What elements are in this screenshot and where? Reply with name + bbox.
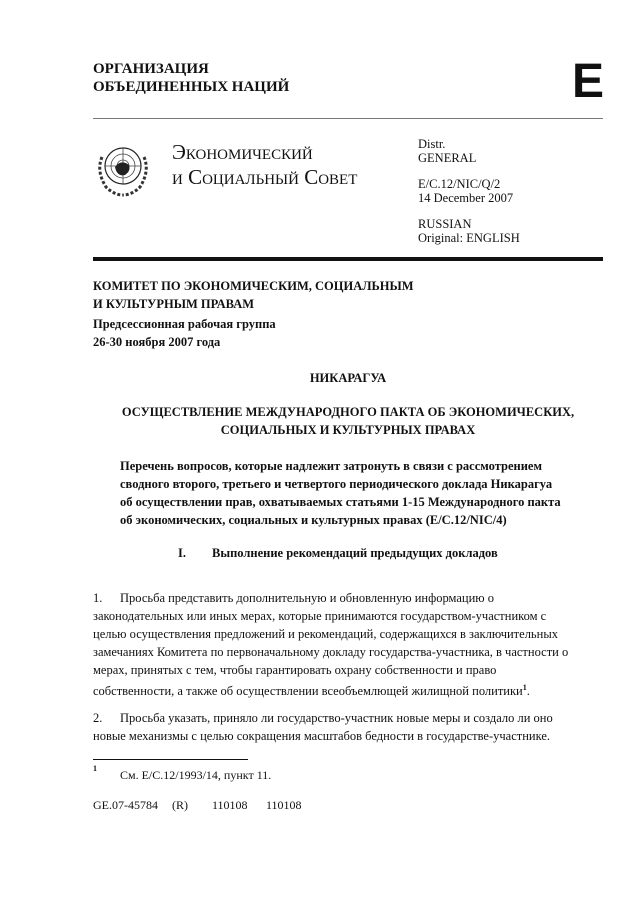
header-thick-rule <box>93 257 603 261</box>
paragraph-line: целью осуществления предложений и рекомендаций, содержащихся в заключительных <box>93 627 558 641</box>
section-number: I. <box>178 546 186 560</box>
original-language: Original: ENGLISH <box>418 231 520 245</box>
section-title: Выполнение рекомендаций предыдущих докладов <box>212 546 498 560</box>
document-symbol: E/C.12/NIC/Q/2 <box>418 177 501 191</box>
language-letter: E <box>572 55 605 108</box>
org-name-line2: ОБЪЕДИНЕННЫХ НАЦИЙ <box>93 79 290 95</box>
subtitle-line: сводного второго, третьего и четвертого периодического доклада Никарагуа <box>120 477 553 491</box>
footnote-divider <box>93 759 248 760</box>
paragraph-line: законодательных или иных мерах, которые принимаются государством-участником с <box>93 609 547 623</box>
working-group: Предсессионная рабочая группа <box>93 317 276 331</box>
country-heading: НИКАРАГУА <box>309 371 387 385</box>
paragraph-line: Просьба указать, приняло ли государство-участник новые меры и создало ли оно <box>120 711 553 725</box>
paragraph-line: Просьба представить дополнительную и обновленную информацию о <box>120 591 494 605</box>
paragraph-line: замечаниях Комитета по первоначальному докладу государства-участника, в частности о <box>93 645 569 659</box>
subtitle-line: об экономических, социальных и культурных правах (E/C.12/NIC/4) <box>120 513 507 527</box>
paragraph-number: 2. <box>93 711 103 725</box>
paragraph-line-last <box>93 679 530 700</box>
subtitle-line: Перечень вопросов, которые надлежит затронуть в связи с рассмотрением <box>120 459 542 473</box>
title-line1: ОСУЩЕСТВЛЕНИЕ МЕЖДУНАРОДНОГО ПАКТА ОБ ЭКОНОМИЧЕСКИХ, <box>121 405 575 419</box>
un-emblem-icon <box>93 137 153 197</box>
distr-value: GENERAL <box>418 151 477 165</box>
paragraph-text: собственности, а также об осуществлении всеобъемлющей жилищной политики <box>93 684 523 699</box>
committee-line1: КОМИТЕТ ПО ЭКОНОМИЧЕСКИМ, СОЦИАЛЬНЫМ <box>93 279 414 293</box>
paragraph-line: мерах, принятых с тем, чтобы гарантировать охрану собственности и право <box>93 663 497 677</box>
paragraph-line: новые механизмы с целью сокращения масштабов бедности в государстве-участнике. <box>93 729 551 743</box>
org-name-line1: ОРГАНИЗАЦИЯ <box>93 61 209 77</box>
paragraph-number: 1. <box>93 591 103 605</box>
committee-line2: И КУЛЬТУРНЫМ ПРАВАМ <box>93 297 255 311</box>
footer-date2: 110108 <box>266 798 302 812</box>
footer-job-number: GE.07-45784 <box>93 798 158 812</box>
subtitle-line: об осуществлении прав, охватываемых статьями 1-15 Международного пакта <box>120 495 561 509</box>
footnote-text: См. E/C.12/1993/14, пункт 11. <box>120 768 272 782</box>
document-language: RUSSIAN <box>418 217 472 231</box>
document-date: 14 December 2007 <box>418 191 514 205</box>
footnote-number: 1 <box>93 764 97 773</box>
paragraph-end: . <box>526 684 530 699</box>
footer-language: (R) <box>172 798 188 812</box>
session-dates: 26-30 ноября 2007 года <box>93 335 221 349</box>
footnote-ref[interactable]: 1 <box>522 683 527 692</box>
footer-date1: 110108 <box>212 798 248 812</box>
header-divider <box>93 118 603 119</box>
title-line2: СОЦИАЛЬНЫХ И КУЛЬТУРНЫХ ПРАВАХ <box>220 423 476 437</box>
council-name-line2: и Социальный Совет <box>172 165 358 189</box>
council-name-line1: Экономический <box>172 140 313 164</box>
distr-label: Distr. <box>418 137 446 151</box>
